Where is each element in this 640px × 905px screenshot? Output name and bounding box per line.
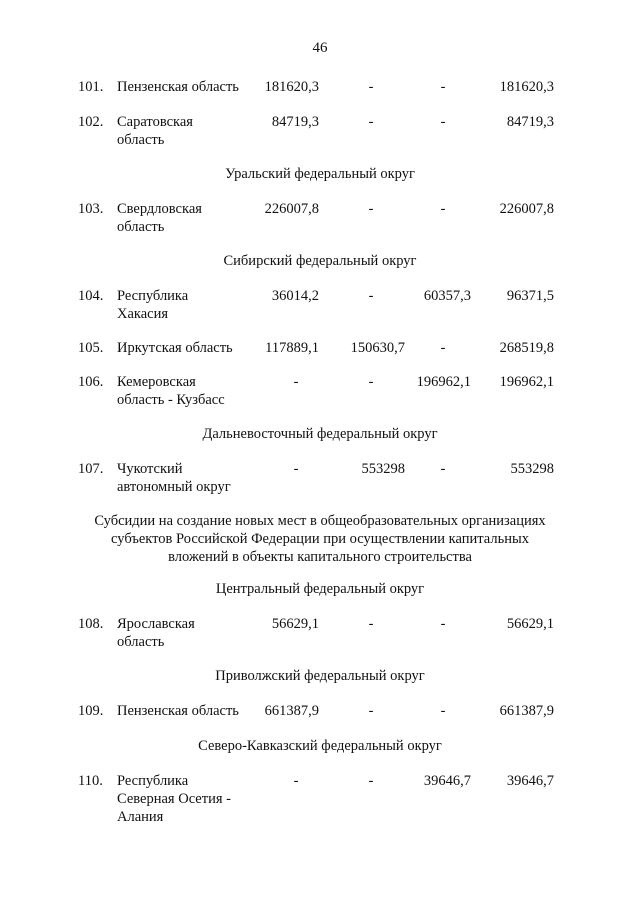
value-col-total: 268519,8 — [499, 340, 554, 356]
value-col-total: 84719,3 — [506, 114, 554, 130]
value-col-3: - — [440, 616, 446, 632]
district-heading: Центральный федеральный округ — [215, 581, 425, 597]
value-col-2: - — [368, 201, 374, 217]
value-col-3: - — [440, 340, 446, 356]
value-col-3: - — [440, 703, 446, 719]
value-col-3: 60357,3 — [423, 288, 471, 304]
district-heading: Северо-Кавказский федеральный округ — [198, 738, 442, 754]
row-number: 110. — [78, 773, 103, 789]
value-col-1: - — [293, 773, 299, 789]
row-number: 101. — [78, 79, 104, 95]
value-col-total: 181620,3 — [499, 79, 554, 95]
value-col-1: - — [293, 461, 299, 477]
region-name: Республика Северная Осетия - Алания — [117, 773, 231, 825]
row-number: 109. — [78, 703, 104, 719]
row-number: 104. — [78, 288, 104, 304]
value-col-3: 196962,1 — [416, 374, 471, 390]
value-col-1: 661387,9 — [264, 703, 319, 719]
value-col-1: 117889,1 — [265, 340, 319, 356]
value-col-1: 181620,3 — [264, 79, 319, 95]
value-col-2: 150630,7 — [350, 340, 405, 356]
region-name: Саратовская область — [117, 114, 193, 148]
value-col-total: 226007,8 — [499, 201, 554, 217]
value-col-total: 39646,7 — [506, 773, 554, 789]
value-col-3: - — [440, 201, 446, 217]
region-name: Пензенская область — [117, 703, 239, 719]
value-col-1: 36014,2 — [271, 288, 319, 304]
value-col-2: - — [368, 288, 374, 304]
district-heading: Уральский федеральный округ — [225, 166, 415, 182]
page-number: 46 — [312, 40, 328, 56]
row-number: 103. — [78, 201, 104, 217]
value-col-total: 196962,1 — [499, 374, 554, 390]
value-col-1: 56629,1 — [271, 616, 319, 632]
value-col-2: - — [368, 374, 374, 390]
district-heading: Дальневосточный федеральный округ — [202, 426, 438, 442]
value-col-2: - — [368, 773, 374, 789]
row-number: 108. — [78, 616, 104, 632]
subsidy-section-title: Субсидии на создание новых мест в общеобразовательных организациях субъектов Российской Федерации при осуществлении капитальных вложений в объекты капитального строительства — [94, 513, 546, 565]
value-col-3: 39646,7 — [423, 773, 471, 789]
value-col-2: - — [368, 616, 374, 632]
value-col-1: 84719,3 — [271, 114, 319, 130]
value-col-2: - — [368, 703, 374, 719]
region-name: Республика Хакасия — [117, 288, 189, 322]
value-col-3: - — [440, 114, 446, 130]
value-col-total: 56629,1 — [506, 616, 554, 632]
value-col-2: 553298 — [361, 461, 405, 477]
district-heading: Сибирский федеральный округ — [223, 253, 417, 269]
region-name: Свердловская область — [117, 201, 202, 235]
district-heading: Приволжский федеральный округ — [215, 668, 425, 684]
value-col-2: - — [368, 79, 374, 95]
row-number: 102. — [78, 114, 104, 130]
region-name: Иркутская область — [117, 340, 233, 356]
value-col-total: 661387,9 — [499, 703, 554, 719]
region-name: Ярославская область — [117, 616, 195, 650]
value-col-total: 553298 — [510, 461, 554, 477]
region-name: Пензенская область — [117, 79, 239, 95]
row-number: 105. — [78, 340, 104, 356]
row-number: 107. — [78, 461, 104, 477]
region-name: Чукотский автономный округ — [117, 461, 231, 495]
value-col-total: 96371,5 — [506, 288, 554, 304]
value-col-3: - — [440, 461, 446, 477]
value-col-3: - — [440, 79, 446, 95]
value-col-1: - — [293, 374, 299, 390]
row-number: 106. — [78, 374, 104, 390]
value-col-2: - — [368, 114, 374, 130]
value-col-1: 226007,8 — [264, 201, 319, 217]
region-name: Кемеровская область - Кузбасс — [117, 374, 225, 408]
